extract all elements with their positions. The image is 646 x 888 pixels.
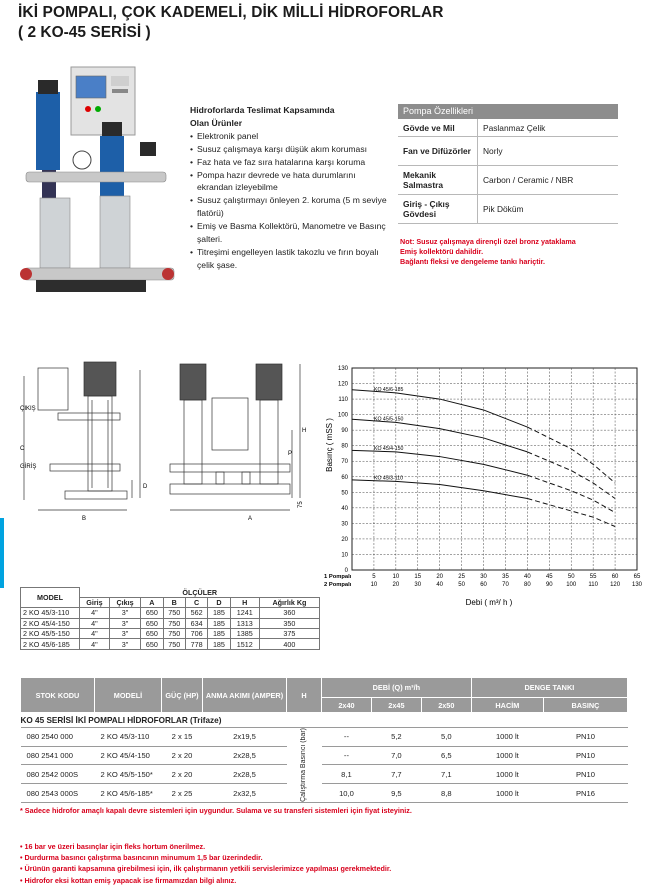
warning-item: • Hidrofor eksi kottan emiş yapacak ise firmamızdan bilgi alınız. (20, 875, 237, 885)
label-p: P (288, 451, 293, 457)
flow-sub-header: 2x45 (371, 698, 421, 713)
x-tick-label: 20 (436, 574, 444, 580)
x-tick-label-2: 30 (414, 582, 422, 588)
y-tick-label: 120 (337, 381, 348, 388)
warnings-list (20, 841, 391, 886)
pump-features-table (398, 104, 618, 224)
x-tick-label-2: 10 (370, 582, 378, 588)
y-tick-label: 80 (341, 443, 348, 450)
y-tick-label: 100 (337, 412, 348, 419)
dims-col-header: H (230, 597, 259, 607)
warning-item: • Durdurma basıncı çalıştırma basıncının minumum 1,5 bar üzerindedir. (20, 853, 263, 863)
y-tick-label: 90 (341, 428, 348, 435)
x-tick-label-2: 120 (610, 582, 621, 588)
stock-table (20, 677, 628, 803)
y-tick-label: 30 (341, 521, 348, 528)
delivery-scope (190, 104, 390, 272)
h-vertical-cell: Çalıştırma Basıncı (bar) (287, 728, 322, 803)
y-tick-label: 0 (344, 568, 348, 574)
x-tick-label: 10 (392, 574, 400, 580)
x-tick-label-2: 70 (502, 582, 509, 588)
dims-col-header: D (208, 597, 230, 607)
x-tick-label-2: 40 (436, 582, 444, 588)
features-heading: Pompa Özellikleri (398, 104, 618, 119)
dims-olculer-header: ÖLÇÜLER (80, 588, 320, 598)
scope-heading: Hidroforlarda Teslimat Kapsamında (190, 105, 335, 115)
dims-col-header: Çıkış (109, 597, 140, 607)
delivery-note: Not: Susuz çalışmaya dirençli özel bronz yataklama Emiş kollektörü dahildir. Bağlantı fleksi ve dengeleme tankı hariçtir. (400, 237, 576, 266)
y-tick-label: 130 (337, 366, 348, 372)
page-subtitle: ( 2 KO-45 SERİSİ ) (18, 24, 151, 41)
x-axis-label-1: 1 Pompalı (324, 574, 352, 580)
x-tick-label: 55 (589, 574, 597, 580)
x-axis-label-2: 2 Pompalı (324, 582, 352, 588)
label-d: D (143, 484, 148, 490)
dimension-drawing (20, 360, 312, 535)
label-75: 75 (298, 501, 304, 508)
scope-item: • Faz hata ve faz sıra hatalarına karşı koruma (190, 156, 366, 167)
footnote: * Sadece hidrofor amaçlı kapalı devre sistemleri için uygundur. Sulama ve su transferi sistemleri için fiyat isteyiniz. (20, 806, 412, 815)
dims-row: 2 KO 45/4-150 4" 3" 650 750 634 185 1313 350 (21, 618, 320, 628)
label-giris: GİRİŞ (20, 464, 37, 470)
power-header: GÜÇ (HP) (162, 678, 203, 713)
dims-col-header: B (163, 597, 185, 607)
h-header: H (287, 678, 322, 713)
x-tick-label-2: 20 (392, 582, 400, 588)
chart-xlabel: Debi ( m³/ h ) (465, 598, 513, 607)
x-tick-label-2: 50 (458, 582, 465, 588)
dims-col-header: Giriş (80, 597, 110, 607)
dims-row: 2 KO 45/6-185 4" 3" 650 750 778 185 1512 400 (21, 639, 320, 649)
performance-chart (324, 360, 644, 610)
scope-heading-2: Olan Ürünler (190, 117, 243, 128)
tank-sub-header: HACİM (471, 698, 543, 713)
model-header: MODELİ (95, 678, 162, 713)
y-tick-label: 10 (341, 552, 348, 559)
chart-x-ticks (324, 574, 643, 588)
x-tick-label: 5 (372, 574, 376, 580)
chart-ylabel: Basınç ( mSS ) (325, 418, 334, 472)
dims-col-header: C (185, 597, 207, 607)
warning-item: • 16 bar ve üzeri basınçlar için fleks hortum önerilmez. (20, 842, 206, 851)
chart-frame (352, 368, 637, 570)
stock-row: 080 2543 000S 2 KO 45/6-185* 2 x 25 2x32,5 10,0 9,5 8,8 1000 lt PN16 (21, 784, 628, 803)
series-label: KO 45/3-110 (374, 475, 404, 482)
scope-item: • Elektronik panel (190, 130, 259, 141)
feature-row: Fan ve Difüzörler Norly (398, 137, 618, 166)
series-label: KO 45/4-150 (374, 445, 404, 452)
label-b: B (82, 516, 87, 522)
x-tick-label: 25 (458, 574, 465, 580)
x-tick-label: 65 (633, 574, 641, 580)
x-tick-label-2: 100 (566, 582, 577, 588)
feature-row: Gövde ve Mil Paslanmaz Çelik (398, 119, 618, 137)
x-tick-label: 50 (567, 574, 575, 580)
y-tick-label: 20 (341, 536, 348, 543)
scope-item: • Susuz çalışmaya karşı düşük akım koruması (190, 143, 368, 154)
current-header: ANMA AKIMI (AMPER) (203, 678, 287, 713)
x-tick-label: 45 (545, 574, 553, 580)
dimensions-table (20, 587, 320, 650)
x-tick-label: 30 (480, 574, 487, 580)
accent-bar (0, 518, 4, 588)
chart-grid (352, 368, 637, 570)
x-tick-label: 40 (524, 574, 531, 580)
scope-item: • Pompa hazır devrede ve hata durumlarını ekrandan izleyebilme (190, 169, 356, 193)
series-label: KO 45/6-185 (374, 386, 404, 393)
dims-model-header: MODEL (21, 588, 80, 608)
page-title: İKİ POMPALI, ÇOK KADEMELİ, DİK MİLLİ HİDROFORLAR (18, 4, 444, 21)
series-label: KO 45/5-150 (374, 416, 404, 423)
x-tick-label-2: 110 (588, 582, 598, 588)
dims-col-header: A (141, 597, 163, 607)
chart-y-ticks (338, 366, 349, 574)
flow-header: DEBİ (Q) m³/h (322, 678, 472, 698)
x-tick-label: 60 (611, 574, 619, 580)
x-tick-label-2: 60 (480, 582, 487, 588)
scope-item: • Titreşimi engelleyen lastik takozlu ve fırın boyalı çelik şase. (190, 246, 379, 270)
dims-row: 2 KO 45/5-150 4" 3" 650 750 706 185 1385 375 (21, 629, 320, 639)
dims-row: 2 KO 45/3-110 4" 3" 650 750 562 185 1241 360 (21, 608, 320, 618)
warning-item: • Ürünün garanti kapsamına girebilmesi için, ilk çalıştırmanın yetkili servislerimizce yapılması gerekmektedir. (20, 864, 392, 874)
y-tick-label: 60 (341, 474, 348, 481)
feature-row: Giriş - Çıkış Gövdesi Pik Döküm (398, 195, 618, 224)
x-tick-label-2: 90 (545, 582, 553, 588)
y-tick-label: 110 (338, 397, 348, 404)
x-tick-label-2: 80 (524, 582, 531, 588)
label-h: H (302, 428, 307, 434)
label-c: C (20, 446, 25, 452)
x-tick-label: 15 (414, 574, 422, 580)
x-tick-label: 35 (502, 574, 509, 580)
feature-row: Mekanik Salmastra Carbon / Ceramic / NBR (398, 166, 618, 195)
stock-row: 080 2542 000S 2 KO 45/5-150* 2 x 20 2x28,5 8,1 7,7 7,1 1000 lt PN10 (21, 765, 628, 784)
section-title: KO 45 SERİSİ İKİ POMPALI HİDROFORLAR (Trifaze) (21, 713, 628, 728)
x-tick-label-2: 130 (631, 582, 643, 588)
scope-item: • Susuz çalıştırmayı önleyen 2. koruma (5 m seviye flatörü) (190, 195, 387, 219)
label-a: A (248, 516, 253, 522)
stock-row: 080 2540 000 2 KO 45/3-110 2 x 15 2x19,5 Çalıştırma Basıncı (bar) -- 5,2 5,0 1000 lt PN10 (21, 728, 628, 747)
dims-col-header: Ağırlık Kg (259, 597, 319, 607)
flow-sub-header: 2x40 (322, 698, 372, 713)
label-cikis: ÇIKIŞ (20, 406, 36, 412)
tank-sub-header: BASINÇ (543, 698, 627, 713)
stock-code-header: STOK KODU (21, 678, 95, 713)
product-photo (16, 62, 176, 302)
y-tick-label: 70 (341, 459, 348, 466)
y-tick-label: 40 (341, 505, 348, 512)
flow-sub-header: 2x50 (421, 698, 471, 713)
y-tick-label: 50 (341, 490, 348, 497)
stock-row: 080 2541 000 2 KO 45/4-150 2 x 20 2x28,5 -- 7,0 6,5 1000 lt PN10 (21, 746, 628, 765)
tank-header: DENGE TANKI (471, 678, 627, 698)
scope-item: • Emiş ve Basma Kollektörü, Manometre ve Basınç şalteri. (190, 221, 386, 245)
